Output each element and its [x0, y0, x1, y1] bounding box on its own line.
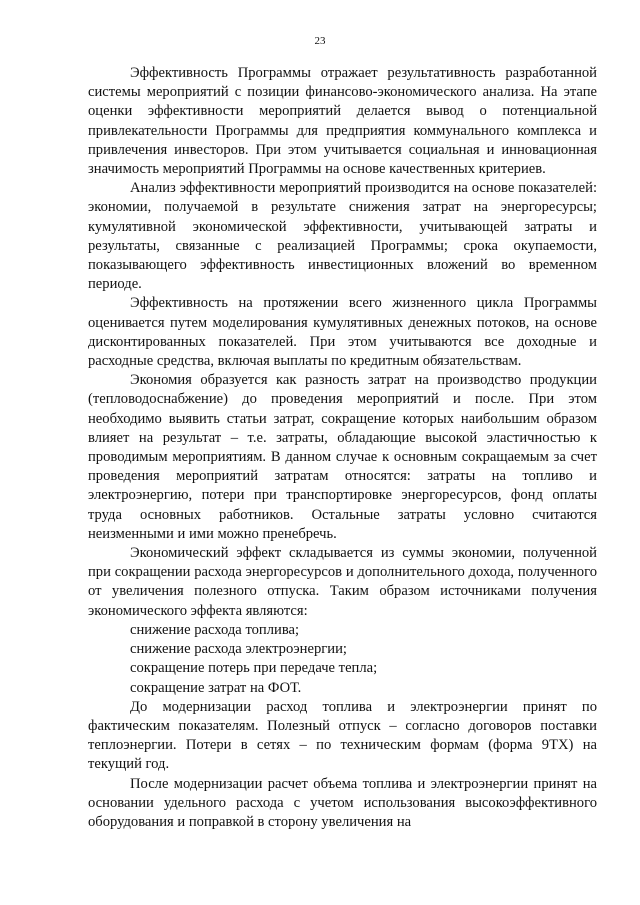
- page-number: 23: [314, 35, 326, 47]
- paragraph-after-modernization: После модернизации расчет объема топлива и электроэнергии принят на основании удельного расхода с учетом использования высокоэффективного оборудования и поправкой в сторону увеличения на: [88, 775, 597, 830]
- paragraph-economic-effect: Экономический эффект складывается из суммы экономии, полученной при сокращении расхода энергоресурсов и дополнительного дохода, полученного от увеличения полезного отпуска. Таким образом источниками получения экономического эффекта являются:: [88, 545, 597, 619]
- list-item-payroll: сокращение затрат на ФОТ.: [130, 679, 302, 696]
- body-text: [88, 64, 597, 832]
- paragraph-life-cycle: Эффективность на протяжении всего жизненного цикла Программы оценивается путем моделирования кумулятивных денежных потоков, на основе дисконтированных показателей. При этом учитываются все доходные и расходные средства, включая выплаты по кредитным обязательствам.: [88, 295, 597, 370]
- list-item-electricity: снижение расхода электроэнергии;: [130, 641, 347, 658]
- list-item-fuel: снижение расхода топлива;: [130, 621, 300, 638]
- paragraph-efficiency-analysis: Анализ эффективности мероприятий производится на основе показателей: экономии, получаемой в результате снижения затрат на энергоресурсы; кумулятивной экономической эффективности, учитывающей затраты и результаты, связанные с реализацией Программы; срока окупаемости, показывающего эффективность инвестиционных вложений во временном периоде.: [88, 180, 597, 293]
- list-item-heat-loss: сокращение потерь при передаче тепла;: [130, 660, 378, 677]
- paragraph-savings: Экономия образуется как разность затрат на производство продукции (тепловодоснабжение) до проведения мероприятий и после. При этом необходимо выявить статьи затрат, сокращение которых наибольшим образом влияет на результат – т.е. затраты, обладающие высокой эластичностью к проводимым мероприятиям. В данном случае к основным сокращаемым за счет проведения мероприятий затратам относятся: затраты на топливо и электроэнергию, потери при транспортировке энергоресурсов, фонд оплаты труда основных работников. Остальные затраты условно считаются неизменными и ими можно пренебречь.: [88, 372, 597, 542]
- paragraph-program-efficiency: Эффективность Программы отражает результативность разработанной системы мероприятий с позиции финансово-экономического анализа. На этапе оценки эффективности мероприятий делается вывод о потенциальной привлекательности Программы для предприятия коммунального комплекса и привлечения инвесторов. При этом учитывается социальная и инновационная значимость мероприятий Программы на основе качественных критериев.: [88, 65, 597, 178]
- paragraph-before-modernization: До модернизации расход топлива и электроэнергии принят по фактическим показателям. Полезный отпуск – согласно договоров поставки теплоэнергии. Потери в сетях – по техническим формам (форма 9ТХ) на текущий год.: [88, 698, 597, 773]
